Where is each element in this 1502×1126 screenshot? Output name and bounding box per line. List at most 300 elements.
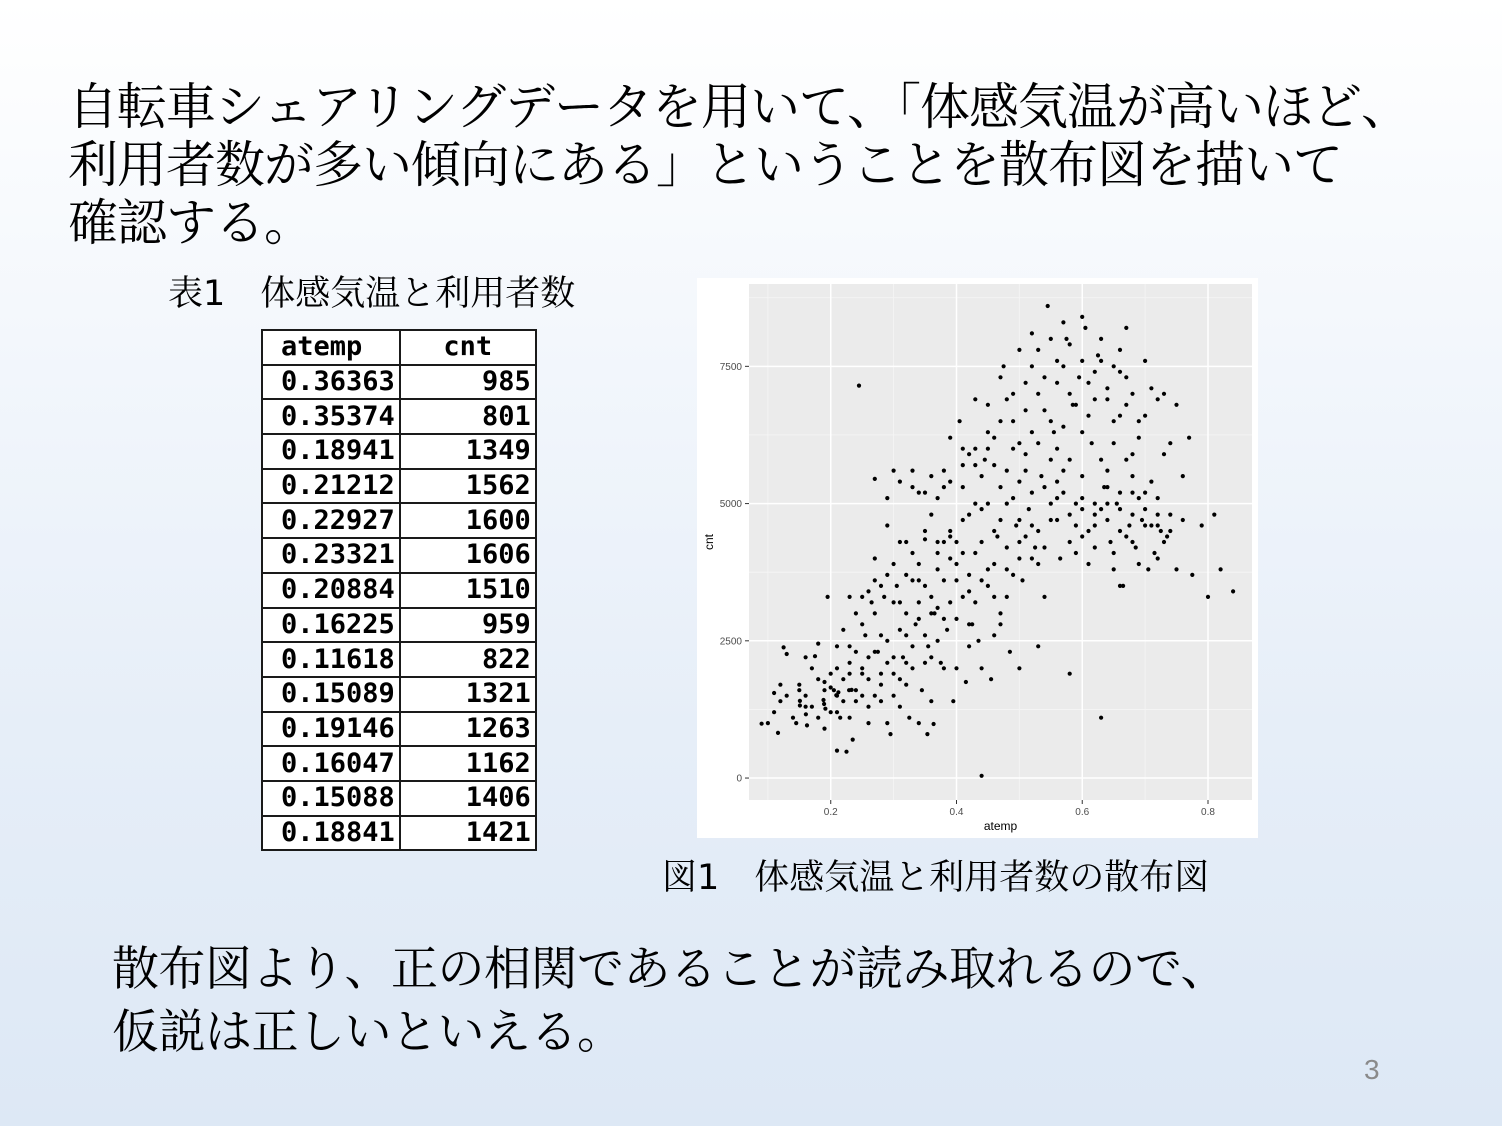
scatter-point (1049, 502, 1053, 506)
scatter-point (1108, 540, 1112, 544)
cell-atemp: 0.15089 (262, 677, 400, 712)
scatter-point (1017, 348, 1021, 352)
scatter-point (898, 677, 902, 681)
scatter-point (1036, 348, 1040, 352)
scatter-point (895, 584, 899, 588)
scatter-point (1077, 375, 1081, 379)
scatter-point (1130, 474, 1134, 478)
scatter-point (1124, 534, 1128, 538)
scatter-point (1036, 562, 1040, 566)
scatter-point (980, 540, 984, 544)
scatter-point (1042, 408, 1046, 412)
scatter-point (1130, 540, 1134, 544)
scatter-point (1033, 545, 1037, 549)
scatter-point (1124, 375, 1128, 379)
scatter-point (866, 589, 870, 593)
conclusion-line-2: 仮説は正しいといえる。 (112, 1005, 624, 1060)
scatter-plot-svg (697, 278, 1258, 838)
cell-atemp: 0.36363 (262, 365, 400, 400)
scatter-point (973, 551, 977, 555)
scatter-point (904, 683, 908, 687)
scatter-point (1115, 502, 1119, 506)
scatter-point (873, 611, 877, 615)
scatter-point (1011, 447, 1015, 451)
scatter-point (961, 447, 965, 451)
table-row (262, 365, 536, 400)
scatter-point (1130, 491, 1134, 495)
scatter-point (929, 655, 933, 659)
scatter-point (798, 699, 802, 703)
scatter-point (888, 732, 892, 736)
column-header-cnt: cnt (400, 330, 536, 365)
scatter-point (939, 661, 943, 665)
scatter-point (986, 584, 990, 588)
scatter-point (1046, 304, 1050, 308)
scatter-point (954, 562, 958, 566)
scatter-point (866, 705, 870, 709)
scatter-point (1149, 480, 1153, 484)
scatter-point (1137, 496, 1141, 500)
scatter-point (841, 628, 845, 632)
cell-atemp: 0.15088 (262, 781, 400, 816)
scatter-point (1080, 496, 1084, 500)
scatter-point (954, 617, 958, 621)
scatter-point (929, 513, 933, 517)
cell-cnt: 1321 (400, 677, 536, 712)
scatter-point (1049, 458, 1053, 462)
scatter-point (942, 485, 946, 489)
scatter-point (860, 666, 864, 670)
scatter-point (829, 672, 833, 676)
table-row (262, 538, 536, 573)
scatter-point (1017, 556, 1021, 560)
scatter-point (1124, 403, 1128, 407)
scatter-point (1086, 414, 1090, 418)
scatter-point (866, 677, 870, 681)
scatter-point (1011, 392, 1015, 396)
scatter-point (1061, 469, 1065, 473)
scatter-point (1049, 518, 1053, 522)
cell-atemp: 0.18841 (262, 816, 400, 851)
scatter-point (948, 556, 952, 560)
scatter-point (778, 699, 782, 703)
scatter-point (1143, 507, 1147, 511)
scatter-point (910, 666, 914, 670)
scatter-point (1061, 491, 1065, 495)
scatter-point (958, 419, 962, 423)
scatter-point (1156, 496, 1160, 500)
scatter-point (904, 573, 908, 577)
cell-cnt: 1562 (400, 469, 536, 504)
scatter-point (782, 645, 786, 649)
scatter-point (1055, 381, 1059, 385)
scatter-point (1061, 425, 1065, 429)
scatter-point (1174, 403, 1178, 407)
scatter-point (1005, 469, 1009, 473)
scatter-point (1074, 523, 1078, 527)
cell-cnt: 1406 (400, 781, 536, 816)
scatter-point (832, 688, 836, 692)
scatter-point (904, 540, 908, 544)
scatter-point (866, 655, 870, 659)
scatter-point (1149, 386, 1153, 390)
scatter-point (998, 622, 1002, 626)
scatter-point (961, 518, 965, 522)
scatter-point (904, 611, 908, 615)
scatter-point (1005, 502, 1009, 506)
scatter-point (945, 628, 949, 632)
scatter-point (1112, 441, 1116, 445)
scatter-point (1099, 716, 1103, 720)
scatter-point (992, 529, 996, 533)
y-tick-label: 0 (736, 773, 742, 785)
scatter-point (816, 716, 820, 720)
scatter-point (844, 750, 848, 754)
scatter-point (910, 578, 914, 582)
scatter-point (885, 523, 889, 527)
scatter-point (798, 703, 802, 707)
scatter-point (813, 654, 817, 658)
scatter-point (1011, 419, 1015, 423)
scatter-point (1130, 513, 1134, 517)
scatter-point (860, 622, 864, 626)
scatter-point (980, 666, 984, 670)
scatter-point (879, 683, 883, 687)
scatter-point (1093, 370, 1097, 374)
scatter-point (785, 694, 789, 698)
scatter-point (923, 537, 927, 541)
y-tick-label: 5000 (719, 499, 742, 511)
scatter-point (804, 705, 808, 709)
scatter-point (1049, 337, 1053, 341)
scatter-point (848, 672, 852, 676)
table-row (262, 712, 536, 747)
scatter-point (835, 710, 839, 714)
scatter-point (973, 502, 977, 506)
scatter-point (936, 540, 940, 544)
scatter-point (1080, 474, 1084, 478)
scatter-point (829, 685, 833, 689)
y-axis-title: cnt (702, 533, 716, 551)
scatter-point (998, 611, 1002, 615)
scatter-point (986, 447, 990, 451)
cell-atemp: 0.16047 (262, 746, 400, 781)
table-row (262, 816, 536, 851)
scatter-point (1002, 364, 1006, 368)
scatter-point (804, 655, 808, 659)
scatter-point (954, 540, 958, 544)
scatter-point (986, 403, 990, 407)
scatter-point (948, 480, 952, 484)
scatter-point (1055, 496, 1059, 500)
scatter-point (1152, 551, 1156, 555)
scatter-point (1030, 556, 1034, 560)
scatter-point (973, 447, 977, 451)
scatter-point (992, 436, 996, 440)
scatter-point (967, 573, 971, 577)
scatter-point (954, 578, 958, 582)
scatter-point (980, 774, 984, 778)
scatter-point (1093, 397, 1097, 401)
scatter-point (954, 666, 958, 670)
cell-cnt: 1349 (400, 434, 536, 469)
scatter-point (848, 716, 852, 720)
scatter-point (1168, 513, 1172, 517)
scatter-point (1052, 430, 1056, 434)
scatter-point (1086, 562, 1090, 566)
table-row (262, 746, 536, 781)
scatter-point (986, 502, 990, 506)
scatter-point (1118, 491, 1122, 495)
scatter-point (863, 633, 867, 637)
cell-cnt: 985 (400, 365, 536, 400)
x-tick-label: 0.8 (1201, 807, 1215, 818)
scatter-point (1137, 562, 1141, 566)
scatter-point (1030, 491, 1034, 495)
scatter-point (995, 534, 999, 538)
scatter-point (973, 600, 977, 604)
scatter-point (910, 551, 914, 555)
cell-cnt: 801 (400, 399, 536, 434)
scatter-point (910, 644, 914, 648)
scatter-point (923, 661, 927, 665)
scatter-chart (697, 278, 1258, 838)
scatter-point (942, 578, 946, 582)
scatter-point (961, 595, 965, 599)
scatter-point (967, 513, 971, 517)
scatter-point (983, 458, 987, 462)
scatter-point (772, 691, 776, 695)
scatter-point (1074, 502, 1078, 506)
scatter-point (942, 666, 946, 670)
scatter-point (885, 721, 889, 725)
cell-atemp: 0.35374 (262, 399, 400, 434)
scatter-point (942, 540, 946, 544)
scatter-point (1093, 523, 1097, 527)
scatter-point (1118, 370, 1122, 374)
scatter-point (835, 694, 839, 698)
scatter-point (1074, 551, 1078, 555)
scatter-point (917, 578, 921, 582)
scatter-point (1068, 540, 1072, 544)
scatter-point (854, 699, 858, 703)
scatter-point (838, 716, 842, 720)
scatter-point (1055, 359, 1059, 363)
scatter-point (873, 650, 877, 654)
scatter-point (1105, 502, 1109, 506)
scatter-point (1219, 567, 1223, 571)
scatter-point (1030, 430, 1034, 434)
scatter-point (948, 436, 952, 440)
title-line-1: 自転車シェアリングデータを用いて、「体感気温が高いほど、 (68, 78, 1410, 136)
scatter-point (1080, 507, 1084, 511)
scatter-point (1017, 480, 1021, 484)
scatter-point (898, 705, 902, 709)
scatter-point (961, 551, 965, 555)
scatter-point (917, 721, 921, 725)
scatter-point (901, 655, 905, 659)
scatter-point (1118, 507, 1122, 511)
table-row (262, 573, 536, 608)
scatter-point (1162, 540, 1166, 544)
scatter-point (1105, 469, 1109, 473)
scatter-point (1030, 523, 1034, 527)
scatter-point (1112, 419, 1116, 423)
scatter-point (1030, 364, 1034, 368)
scatter-point (976, 639, 980, 643)
scatter-point (885, 496, 889, 500)
scatter-point (1011, 573, 1015, 577)
scatter-point (1086, 529, 1090, 533)
scatter-point (1168, 441, 1172, 445)
scatter-point (1068, 392, 1072, 396)
scatter-point (1174, 567, 1178, 571)
scatter-point (1105, 386, 1109, 390)
scatter-point (826, 595, 830, 599)
scatter-point (929, 595, 933, 599)
scatter-point (1068, 342, 1072, 346)
scatter-point (1181, 518, 1185, 522)
scatter-point (1055, 480, 1059, 484)
scatter-point (1105, 397, 1109, 401)
scatter-point (925, 732, 929, 736)
scatter-point (992, 463, 996, 467)
scatter-point (791, 716, 795, 720)
data-table (261, 329, 537, 851)
scatter-point (1042, 545, 1046, 549)
scatter-point (1027, 507, 1031, 511)
column-header-atemp: atemp (262, 330, 400, 365)
scatter-point (917, 617, 921, 621)
scatter-point (1127, 523, 1131, 527)
scatter-point (822, 727, 826, 731)
scatter-point (822, 688, 826, 692)
scatter-point (850, 688, 854, 692)
scatter-point (885, 573, 889, 577)
cell-cnt: 1600 (400, 503, 536, 538)
scatter-point (1118, 529, 1122, 533)
scatter-point (1020, 578, 1024, 582)
scatter-point (1064, 337, 1068, 341)
scatter-point (1080, 430, 1084, 434)
scatter-point (967, 589, 971, 593)
scatter-point (860, 595, 864, 599)
cell-atemp: 0.11618 (262, 642, 400, 677)
scatter-point (989, 677, 993, 681)
scatter-point (854, 650, 858, 654)
y-tick-label: 2500 (719, 636, 742, 648)
conclusion-line-1: 散布図より、正の相関であることが読み取れるので、 (112, 942, 1228, 997)
scatter-point (785, 652, 789, 656)
scatter-point (1118, 348, 1122, 352)
scatter-point (1042, 485, 1046, 489)
scatter-point (848, 644, 852, 648)
x-axis-title: atemp (983, 819, 1018, 833)
scatter-point (1024, 381, 1028, 385)
scatter-point (1099, 507, 1103, 511)
scatter-point (804, 694, 808, 698)
scatter-point (841, 699, 845, 703)
scatter-point (917, 600, 921, 604)
scatter-point (1212, 513, 1216, 517)
scatter-point (1014, 523, 1018, 527)
scatter-point (929, 699, 933, 703)
scatter-point (967, 452, 971, 456)
scatter-point (1017, 518, 1021, 522)
x-tick-label: 0.2 (823, 807, 838, 818)
cell-cnt: 1421 (400, 816, 536, 851)
scatter-point (873, 694, 877, 698)
cell-atemp: 0.19146 (262, 712, 400, 747)
scatter-point (929, 611, 933, 615)
scatter-point (967, 622, 971, 626)
table-header-row (262, 330, 536, 365)
scatter-point (936, 639, 940, 643)
table-row (262, 469, 536, 504)
scatter-point (929, 474, 933, 478)
scatter-point (898, 628, 902, 632)
scatter-point (917, 491, 921, 495)
scatter-point (992, 633, 996, 637)
scatter-point (1086, 381, 1090, 385)
scatter-point (1036, 644, 1040, 648)
scatter-point (992, 595, 996, 599)
scatter-point (810, 705, 814, 709)
scatter-point (816, 677, 820, 681)
table-body (262, 365, 536, 851)
scatter-point (898, 600, 902, 604)
scatter-point (1118, 584, 1122, 588)
y-tick-label: 7500 (719, 361, 742, 373)
scatter-point (835, 644, 839, 648)
scatter-point (885, 661, 889, 665)
scatter-point (1036, 529, 1040, 533)
scatter-point (778, 683, 782, 687)
scatter-point (797, 688, 801, 692)
scatter-point (904, 633, 908, 637)
scatter-point (898, 540, 902, 544)
scatter-point (920, 688, 924, 692)
scatter-point (822, 702, 826, 706)
scatter-point (1036, 392, 1040, 396)
scatter-point (1206, 595, 1210, 599)
scatter-point (1055, 447, 1059, 451)
scatter-point (879, 699, 883, 703)
scatter-point (829, 710, 833, 714)
scatter-point (1231, 589, 1235, 593)
scatter-point (1143, 359, 1147, 363)
scatter-point (942, 617, 946, 621)
scatter-point (1124, 458, 1128, 462)
scatter-point (904, 661, 908, 665)
scatter-point (1099, 359, 1103, 363)
table-row (262, 399, 536, 434)
scatter-point (772, 710, 776, 714)
cell-atemp: 0.20884 (262, 573, 400, 608)
scatter-point (910, 469, 914, 473)
scatter-point (1005, 397, 1009, 401)
cell-atemp: 0.22927 (262, 503, 400, 538)
scatter-point (1146, 567, 1150, 571)
scatter-point (892, 655, 896, 659)
scatter-point (1093, 513, 1097, 517)
scatter-point (1080, 315, 1084, 319)
scatter-point (1030, 331, 1034, 335)
scatter-point (1024, 452, 1028, 456)
title-line-2: 利用者数が多い傾向にある」ということを散布図を描いて (68, 136, 1342, 194)
scatter-point (892, 469, 896, 473)
scatter-point (967, 644, 971, 648)
